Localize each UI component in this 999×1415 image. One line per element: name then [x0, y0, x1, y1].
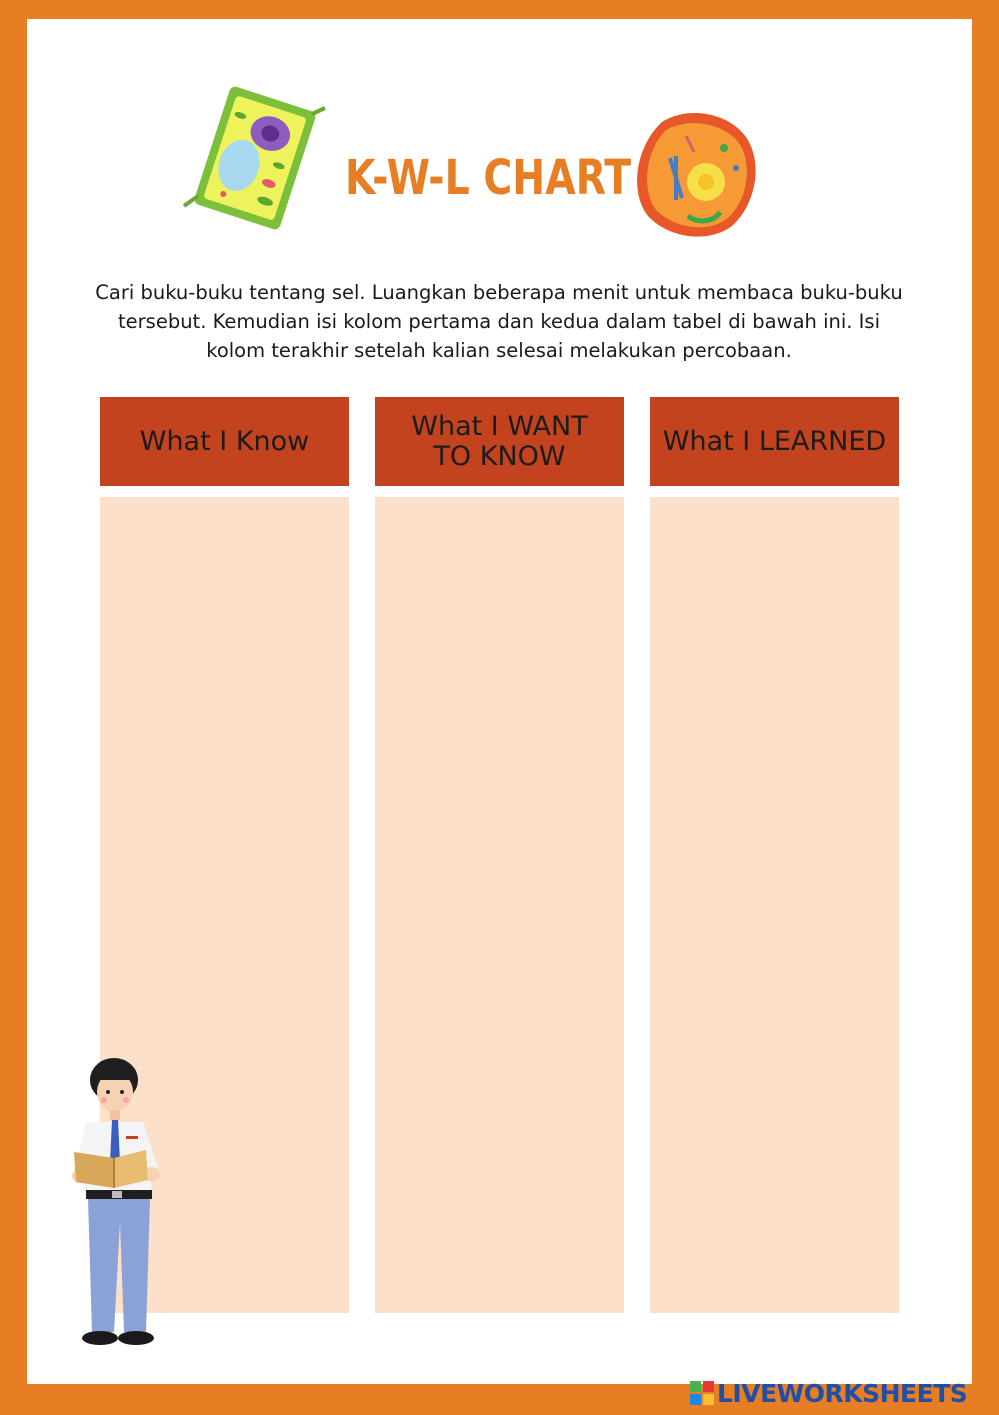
page-title: K-W-L CHART	[345, 150, 632, 206]
instructions-text: Cari buku-buku tentang sel. Luangkan beberapa menit untuk membaca buku-buku tersebut. Kemudian isi kolom pertama dan kedua dalam tabel di bawah ini. Isi kolom terakhir setelah kalian selesai melakukan percobaan.	[95, 281, 903, 362]
column-header-know: What I Know	[100, 397, 349, 486]
column-header-want: What I WANT TO KNOW	[375, 397, 624, 486]
column-area-learned[interactable]	[650, 497, 899, 1313]
column-header-learned: What I LEARNED	[650, 397, 899, 486]
animal-cell-icon	[632, 108, 758, 240]
liveworksheets-logo-icon	[689, 1380, 715, 1406]
footer-brand-text: LIVEWORKSHEETS	[717, 1378, 968, 1408]
column-area-want[interactable]	[375, 497, 624, 1313]
student-reading-icon	[66, 1052, 176, 1350]
footer-brand	[689, 1376, 967, 1410]
plant-cell-icon	[180, 78, 330, 238]
